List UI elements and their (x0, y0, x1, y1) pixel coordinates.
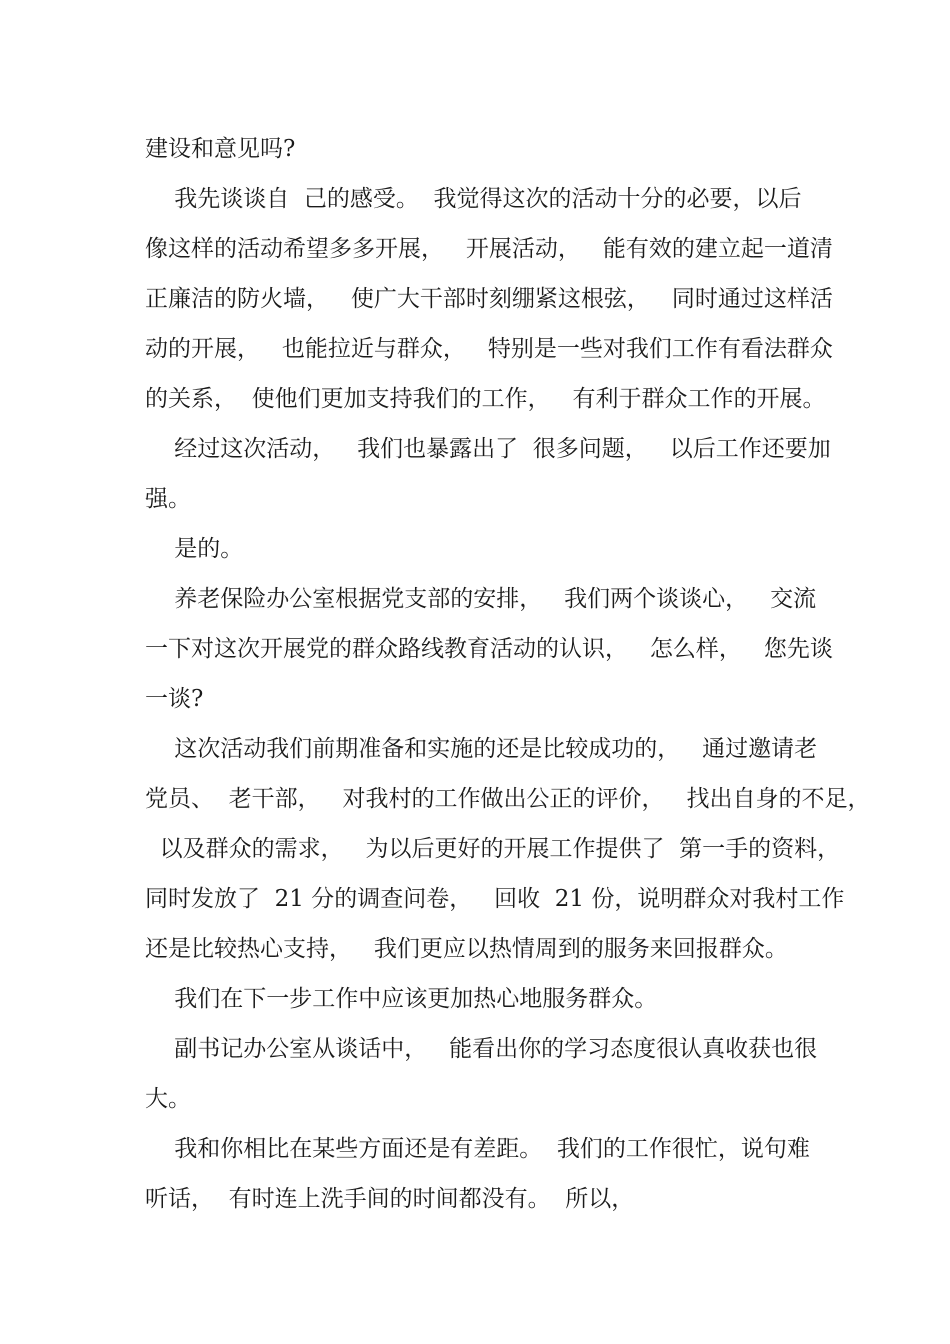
text-line: 强。 (145, 486, 191, 512)
text-line: 副书记办公室从谈话中， 能看出你的学习态度很认真收获也很 (145, 1036, 818, 1062)
text-line: 我先谈谈自 己的感受。 我觉得这次的活动十分的必要，以后 (145, 186, 802, 212)
text-line: 正廉洁的防火墙， 使广大干部时刻绷紧这根弦， 同时通过这样活 (145, 286, 833, 312)
text-line: 同时发放了 21 分的调查问卷， 回收 21 份，说明群众对我村工作 (145, 886, 845, 912)
text-line: 的关系， 使他们更加支持我们的工作， 有利于群众工作的开展。 (145, 386, 826, 412)
text-line: 动的开展， 也能拉近与群众， 特别是一些对我们工作有看法群众 (145, 336, 833, 362)
text-line: 我和你相比在某些方面还是有差距。 我们的工作很忙，说句难 (145, 1136, 810, 1162)
text-line: 还是比较热心支持， 我们更应以热情周到的服务来回报群众。 (145, 936, 788, 962)
text-line: 像这样的活动希望多多开展， 开展活动， 能有效的建立起一道清 (145, 236, 833, 262)
text-line: 我们在下一步工作中应该更加热心地服务群众。 (145, 986, 658, 1012)
text-line: 是的。 (145, 536, 244, 562)
text-line: 一下对这次开展党的群众路线教育活动的认识， 怎么样， 您先谈 (145, 636, 833, 662)
text-line: 这次活动我们前期准备和实施的还是比较成功的， 通过邀请老 (145, 736, 818, 762)
text-line: 一谈? (145, 686, 204, 712)
document-body (145, 124, 871, 1224)
text-line: 以及群众的需求， 为以后更好的开展工作提供了 第一手的资料， (145, 836, 841, 862)
text-line: 大。 (145, 1086, 191, 1112)
text-line: 养老保险办公室根据党支部的安排， 我们两个谈谈心， 交流 (145, 586, 817, 612)
text-line: 建设和意见吗? (145, 136, 296, 162)
text-line: 听话， 有时连上洗手间的时间都没有。 所以， (145, 1186, 635, 1212)
text-line: 党员、 老干部， 对我村的工作做出公正的评价， 找出自身的不足， (145, 786, 871, 812)
text-line: 经过这次活动， 我们也暴露出了 很多问题， 以后工作还要加 (145, 436, 831, 462)
